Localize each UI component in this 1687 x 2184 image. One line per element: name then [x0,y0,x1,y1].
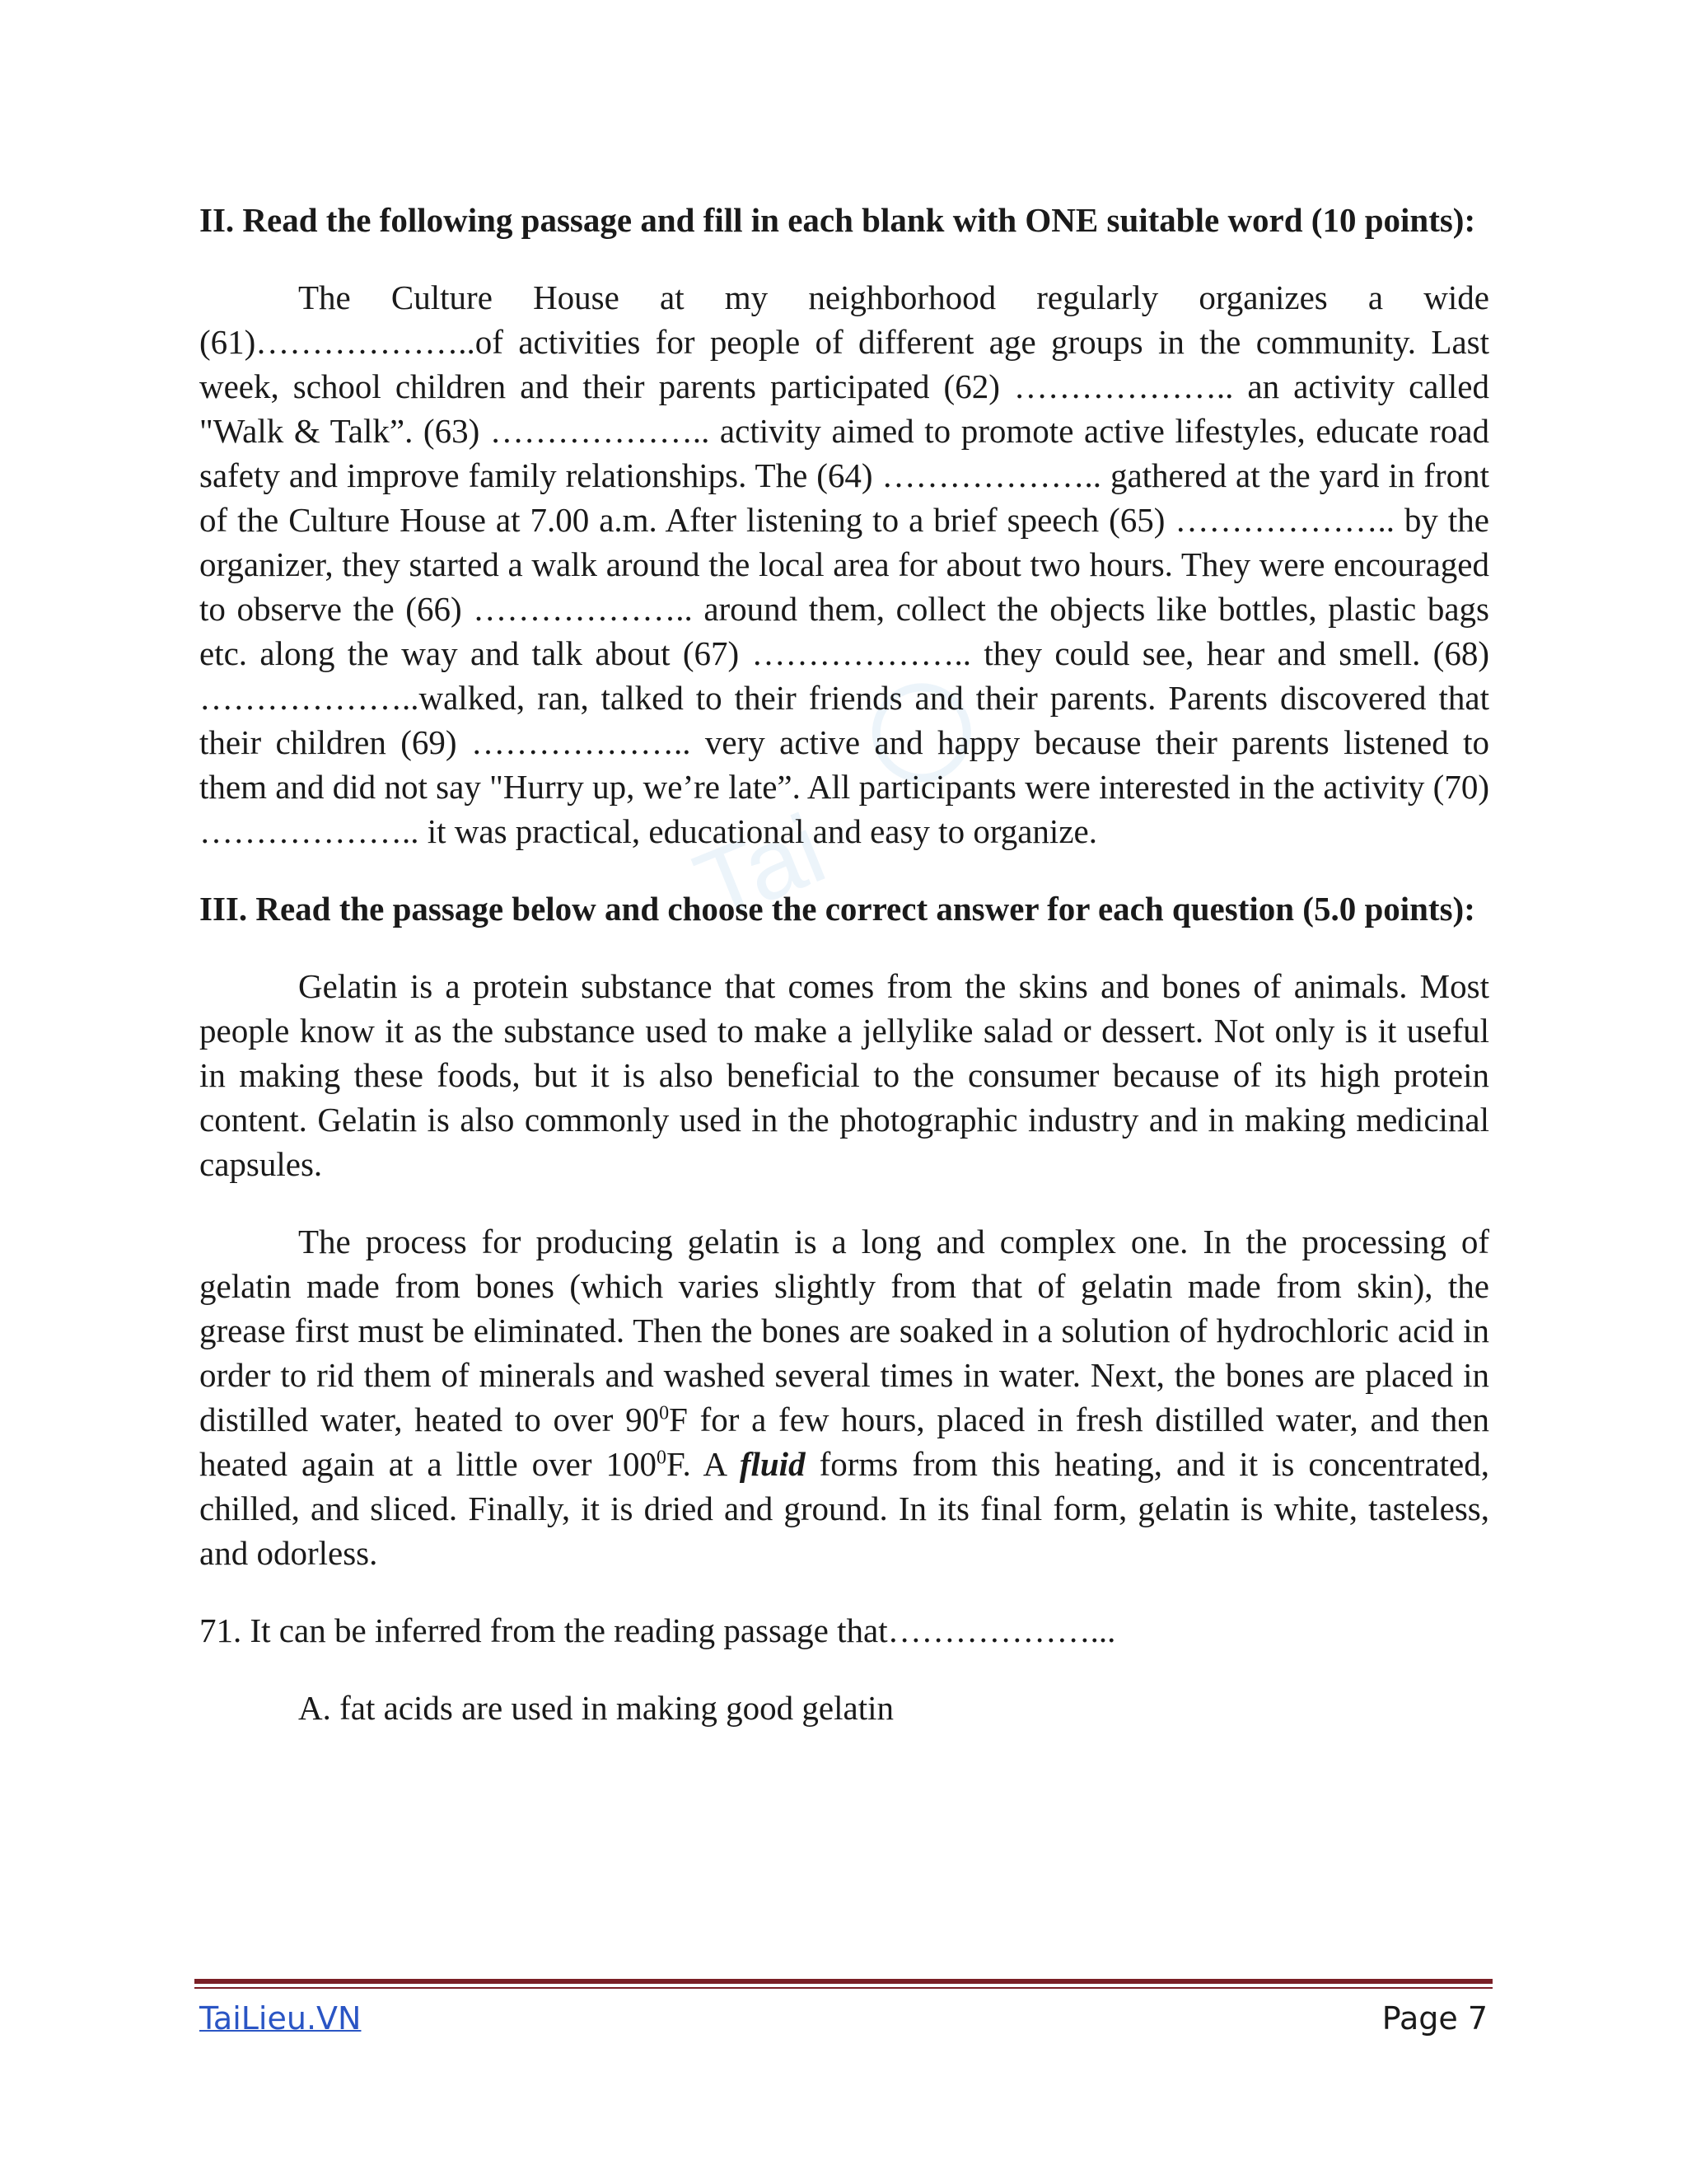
paragraph-2-text-3: F. A [666,1445,740,1483]
svg-text:Tai: Tai [680,793,840,943]
main-content [199,198,1489,1730]
degree-superscript-1: 0 [659,1402,670,1424]
section-3-heading: III. Read the passage below and choose the correct answer for each question (5.0 points): [199,890,1475,928]
footer-divider [194,1979,1493,1984]
gelatin-paragraph-1: Gelatin is a protein substance that comes from the skins and bones of animals. Most people know it as the substance used to make a jellylike salad or dessert. Not only is it useful in making these foods, but it is also beneficial to the consumer because of its high protein content. Gelatin is also commonly used in the photographic industry and in making medicinal capsules. [199,967,1489,1183]
paragraph-2-text-4: forms from this heating, and it is concentrated, chilled, and sliced. Finally, it is dried and ground. In its final form, gelatin is white, tasteless, and odorless. [199,1445,1489,1572]
fluid-emphasis: fluid [739,1445,806,1483]
degree-superscript-2: 0 [657,1447,666,1469]
section-2-passage: The Culture House at my neighborhood regularly organizes a wide (61)………………..of activities for people of different age groups in the community. Last week, school children and their parents participated (62) ……………….. an activity called "Walk & Talk”. (63) ……………….. activity aimed to promote active lifestyles, educate road safety and improve family relationships. The (64) ……………….. gathered at the yard in front of the Culture House at 7.00 a.m. After listening to a brief speech (65) ……………….. by the organizer, they started a walk around the local area for about two hours. They were encouraged to observe the (66) ……………….. around them, collect the objects like bottles, plastic bags etc. along the way and talk about (67) ……………….. they could see, hear and smell. (68) ………………..walked, ran, talked to their friends and their parents. Parents discovered that their children (69) ……………….. very active and happy because their parents listened to them and did not say "Hurry up, we’re late”. All participants were interested in the activity (70) ……………….. it was practical, educational and easy to organize. [199,278,1489,850]
gelatin-paragraph-2 [199,1219,1489,1575]
footer-site-link[interactable]: TaiLieu.VN [199,2000,362,2037]
page-number: Page 7 [1381,2000,1488,2037]
section-2-heading: II. Read the following passage and fill in each blank with ONE suitable word (10 points): [199,201,1476,239]
paragraph-2-text-1: The process for producing gelatin is a long and complex one. In the processing of gelatin made from bones (which varies slightly from that of gelatin made from skin), the grease first must be eliminated. Then the bones are soaked in a solution of hydrochloric acid in order to rid them of minerals and washed several times in water. Next, the bones are placed in distilled water, heated to over 90 [199,1223,1489,1438]
footer-divider-thin [194,1987,1493,1989]
question-71: 71. It can be inferred from the reading passage that………………... [199,1611,1116,1649]
question-71-option-a: A. fat acids are used in making good gelatin [298,1689,894,1727]
paragraph-2-text-2: F for a few hours, placed in fresh distilled water, and then heated again at a little over 100 [199,1401,1490,1483]
